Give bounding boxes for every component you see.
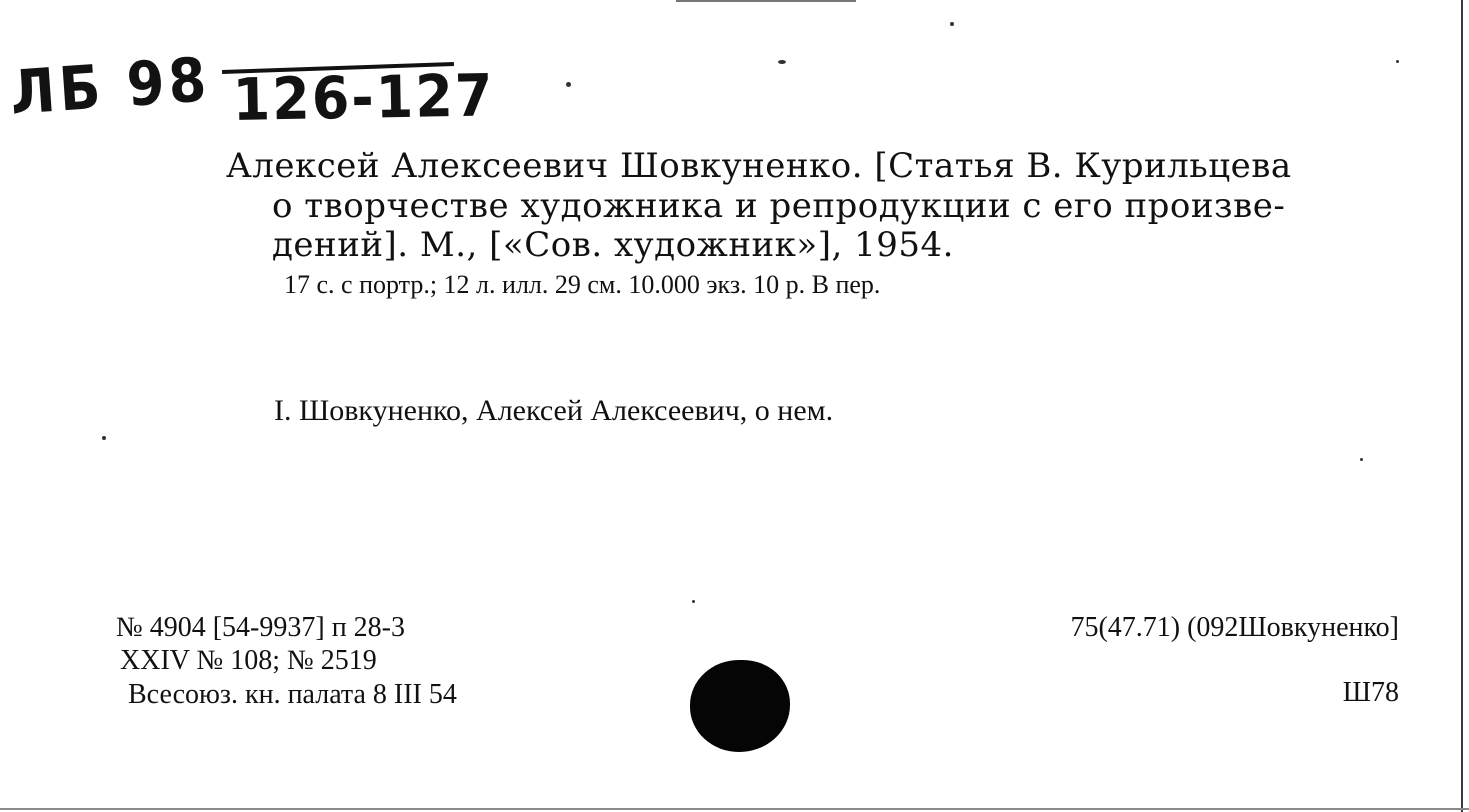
book-chamber-stamp: Всесоюз. кн. палата 8 III 54	[128, 679, 457, 710]
description-line-1: Алексей Алексеевич Шовкуненко. [Статья В. Курильцева	[226, 146, 1292, 186]
handwritten-page-range: 126-127	[232, 61, 496, 135]
speck	[1396, 60, 1399, 63]
card-top-edge	[676, 0, 856, 2]
description-line-3: дений]. М., [«Сов. художник»], 1954.	[272, 225, 954, 265]
physical-description: 17 с. с портр.; 12 л. илл. 29 см. 10.000 экз. 10 р. В пер.	[284, 270, 881, 299]
speck	[950, 22, 954, 26]
registration-number: № 4904 [54-9937] п 28-3	[116, 612, 405, 643]
series-numbers: XXIV № 108; № 2519	[120, 645, 377, 676]
subject-heading: I. Шовкуненко, Алексей Алексеевич, о нем.	[274, 394, 834, 427]
speck	[778, 60, 786, 64]
author-mark: Ш78	[1342, 677, 1399, 708]
speck	[692, 600, 695, 603]
card-bottom-edge	[0, 808, 1469, 810]
punch-hole	[690, 660, 790, 752]
classification-index: 75(47.71) (092Шовкуненко]	[1070, 612, 1399, 643]
card-right-edge	[1461, 0, 1463, 812]
speck	[102, 436, 106, 440]
speck	[1360, 458, 1363, 461]
speck	[566, 82, 571, 87]
description-line-2: о творчестве художника и репродукции с его произве-	[272, 186, 1286, 226]
handwritten-shelf-mark: ЛБ 98	[8, 44, 213, 129]
